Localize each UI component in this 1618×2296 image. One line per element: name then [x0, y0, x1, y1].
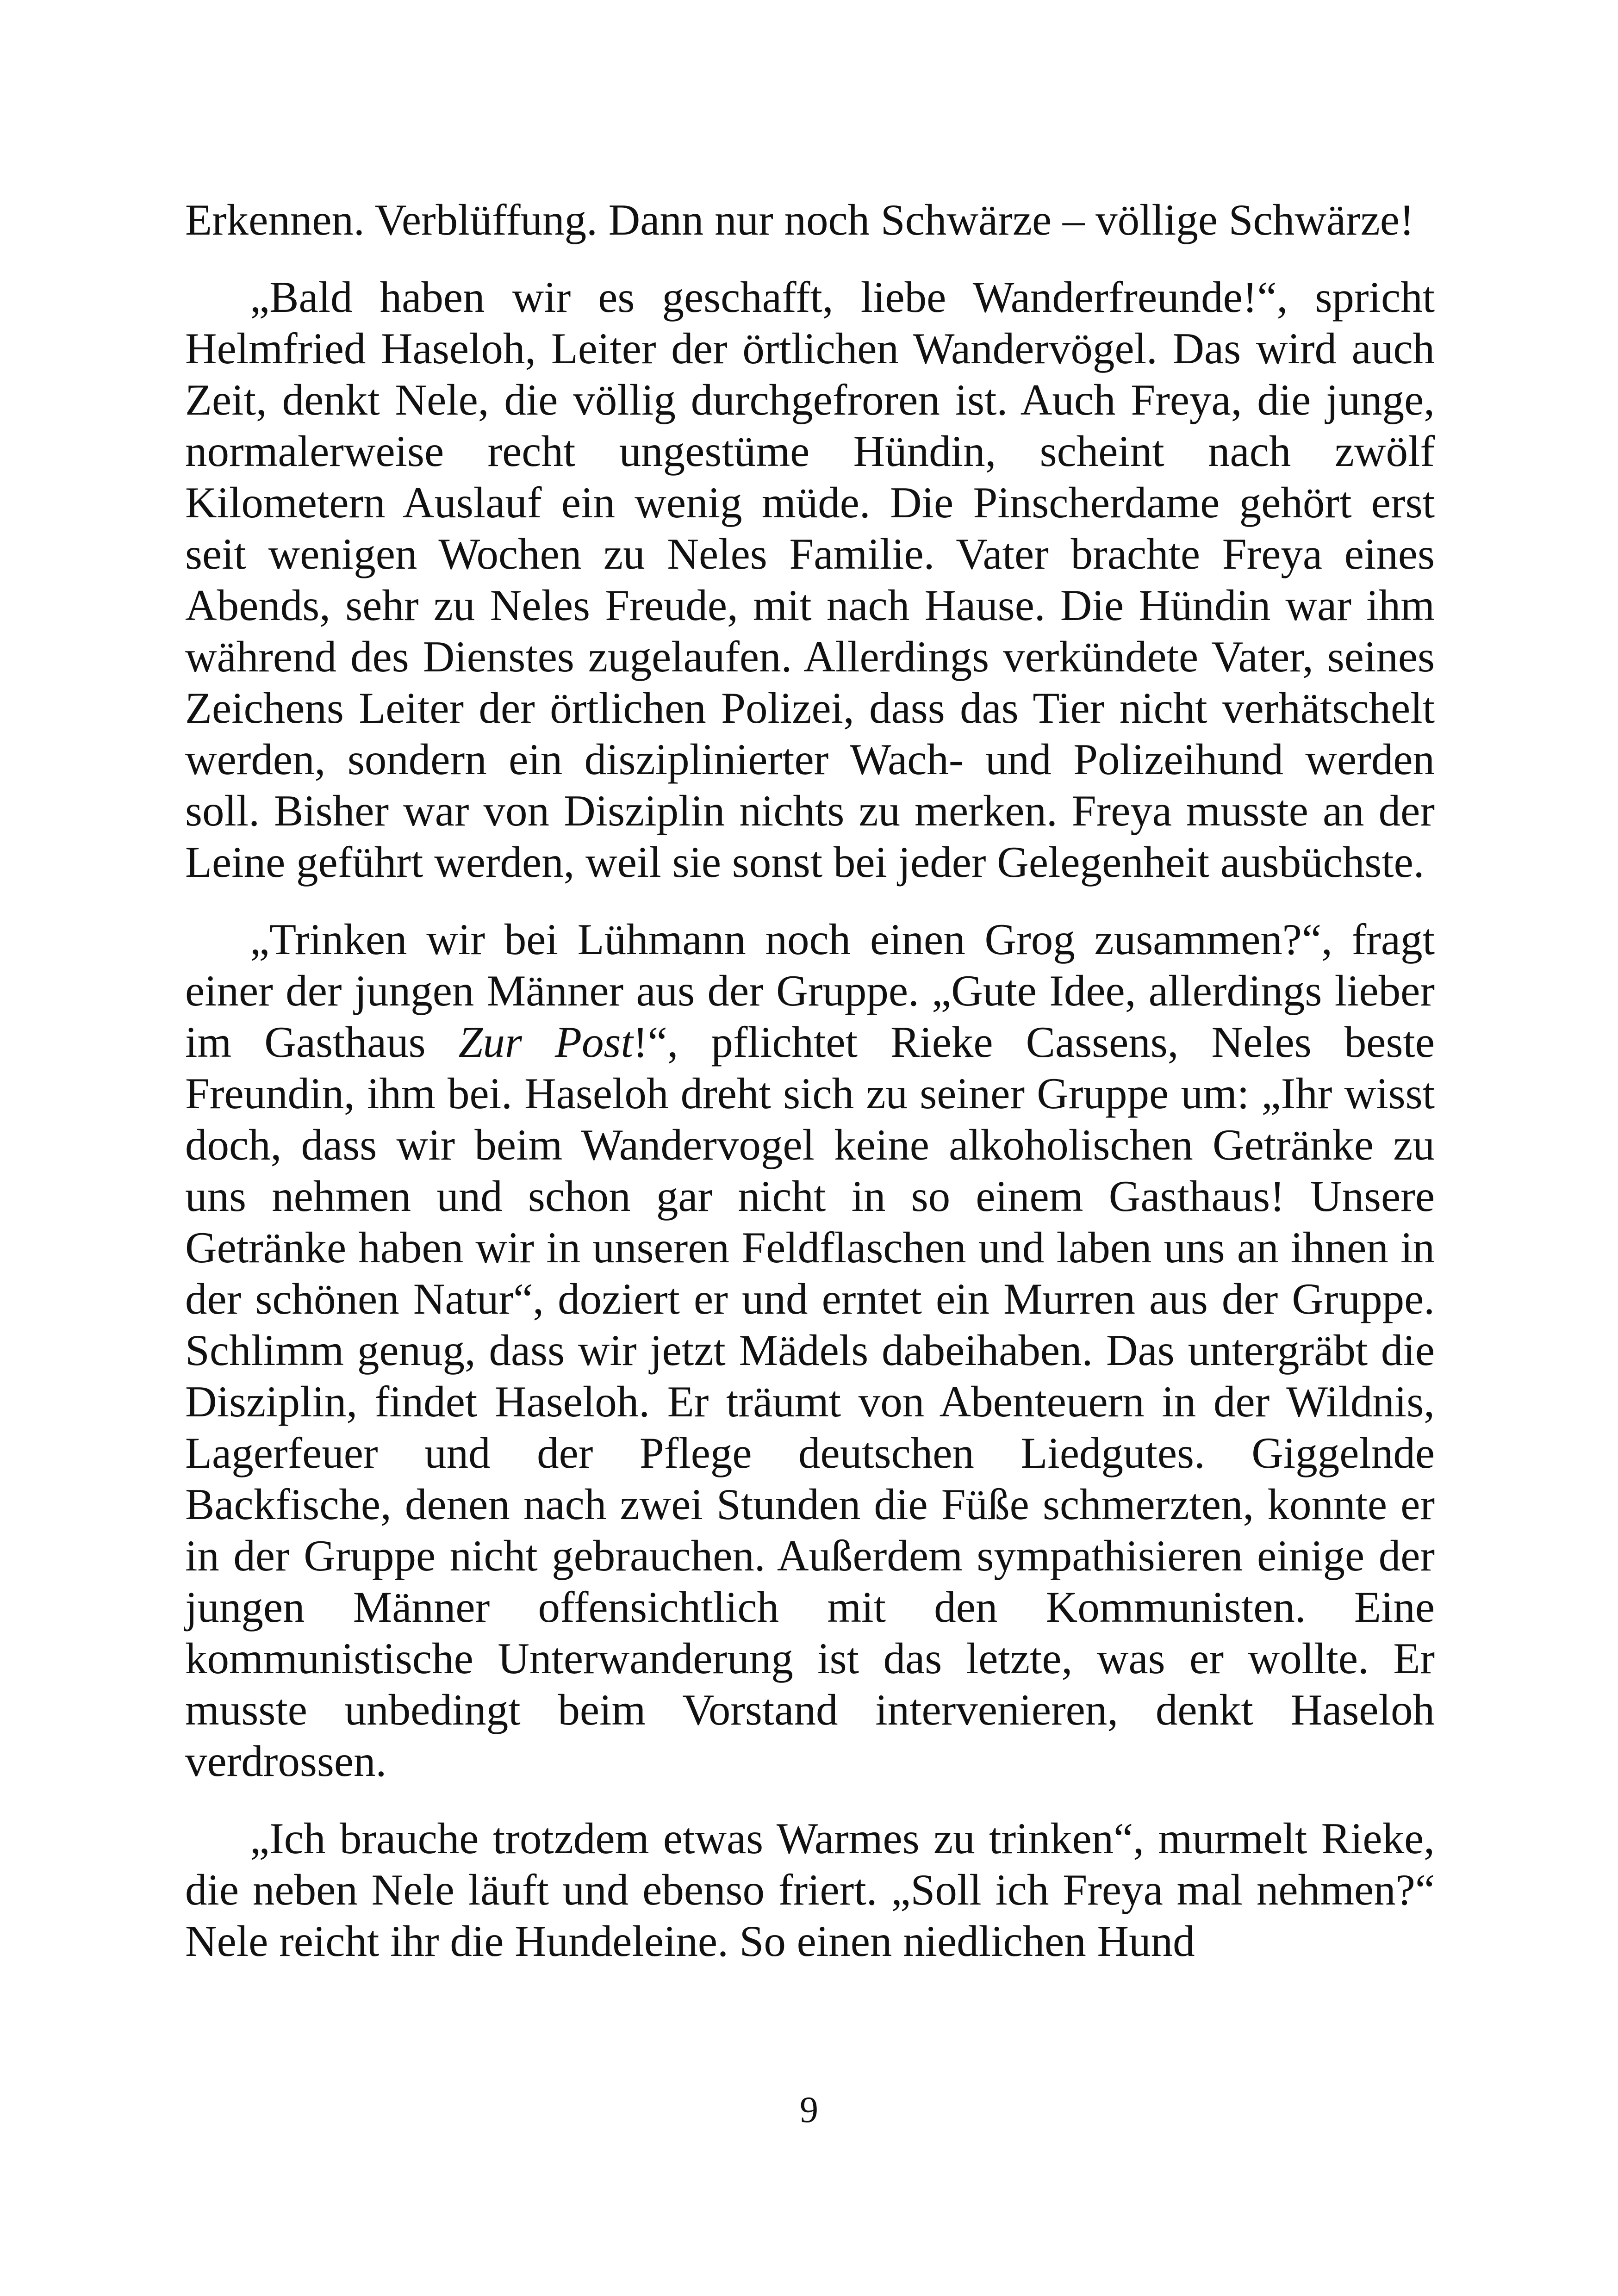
paragraph [185, 272, 1435, 888]
text-segment: Erkennen. Verblüffung. Dann nur noch Schwärze – völlige Schwärze! [185, 195, 1414, 244]
body-text [185, 194, 1435, 1967]
text-segment: „Trinken wir bei Lühmann noch einen Grog zusammen?“, fragt einer der jungen Männer aus der Gruppe. „Gute Idee, allerdings lieber im Gasthaus [185, 915, 1435, 1067]
text-segment: !“, pflichtet Rieke Cassens, Neles beste Freundin, ihm bei. Haseloh dreht sich zu seiner Gruppe um: „Ihr wisst doch, dass wir beim Wandervogel keine alkoholischen Getränke zu uns nehmen und schon gar nicht in so einem Gasthaus! Unsere Getränke haben wir in unseren Feldflaschen und laben uns an ihnen in der schönen Natur“, doziert er und erntet ein Murren aus der Gruppe. Schlimm genug, dass wir jetzt Mädels dabeihaben. Das untergräbt die Disziplin, findet Haseloh. Er träumt von Abenteuern in der Wildnis, Lagerfeuer und der Pflege deutschen Liedgutes. Giggelnde Backfische, denen nach zwei Stunden die Füße schmerzten, konnte er in der Gruppe nicht gebrauchen. Außerdem sympathisieren einige der jungen Männer offensichtlich mit den Kommunisten. Eine kommunistische Unterwanderung ist das letzte, was er wollte. Er musste unbedingt beim Vorstand intervenieren, denkt Haseloh verdrossen. [185, 1018, 1435, 1786]
text-segment: „Ich brauche trotzdem etwas Warmes zu trinken“, murmelt Rieke, die neben Nele läuft und ebenso friert. „Soll ich Freya mal nehmen?“ Nele reicht ihr die Hundeleine. So einen niedlichen Hund [185, 1814, 1435, 1966]
italic-text-segment: Zur Post [458, 1018, 633, 1067]
page-number: 9 [800, 2090, 818, 2130]
paragraph [185, 914, 1435, 1787]
paragraph-last-line [185, 1813, 1435, 1967]
paragraph [185, 194, 1435, 246]
text-segment: „Bald haben wir es geschafft, liebe Wanderfreunde!“, spricht Helmfried Haseloh, Leiter der örtlichen Wandervögel. Das wird auch Zeit, denkt Nele, die völlig durchgefroren ist. Auch Freya, die junge, normalerweise recht ungestüme Hündin, scheint nach zwölf Kilometern Auslauf ein wenig müde. Die Pinscherdame gehört erst seit wenigen Wochen zu Neles Familie. Vater brachte Freya eines Abends, sehr zu Neles Freude, mit nach Hause. Die Hündin war ihm während des Dienstes zugelaufen. Allerdings verkündete Vater, seines Zeichens Leiter der örtlichen Polizei, dass das Tier nicht verhätschelt werden, sondern ein disziplinierter Wach- und Polizeihund werden soll. Bisher war von Disziplin nichts zu merken. Freya musste an der Leine geführt werden, weil sie sonst bei jeder Gelegenheit ausbüchste. [185, 273, 1435, 887]
